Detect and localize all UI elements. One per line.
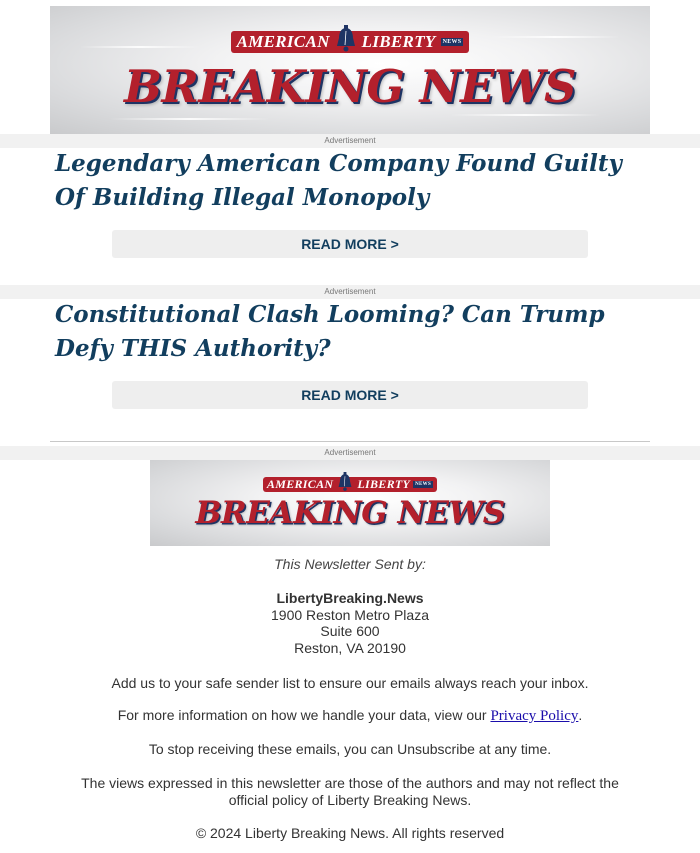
read-more-button[interactable]: READ MORE > [112,381,588,409]
brand-left-text: AMERICAN [266,476,334,491]
address-line-2: Suite 600 [320,623,380,639]
article-title[interactable]: Constitutional Clash Looming? Can Trump Defy THIS Authority? [55,301,605,362]
brand-logo [150,474,550,494]
privacy-suffix: . [578,707,583,723]
brand-tag: NEWS [415,481,432,487]
breaking-news-headline: BREAKING NEWS [123,60,576,113]
breaking-news-headline: BREAKING NEWS [195,495,505,531]
disclaimer-line-1: The views expressed in this newsletter are those of the authors and may not reflect the [81,775,619,791]
brand-right-text: LIBERTY [361,32,436,51]
safe-sender-note: Add us to your safe sender list to ensure our emails always reach your inbox. [111,675,589,691]
privacy-policy-link[interactable]: Privacy Policy [490,708,579,724]
brand-tag: NEWS [442,39,462,45]
disclaimer-line-2: official policy of Liberty Breaking News. [228,792,472,808]
header-banner[interactable] [50,6,650,134]
liberty-bell-icon [332,25,360,53]
divider [50,441,650,442]
unsubscribe-note: To stop receiving these emails, you can Unsubscribe at any time. [148,741,552,757]
article-title[interactable]: Legendary American Company Found Guilty Of Building Illegal Monopoly [55,150,622,211]
org-name: LibertyBreaking.News [276,590,424,606]
advertisement-label: Advertisement [0,446,700,460]
footer-banner[interactable] [150,460,550,546]
brand-right-text: LIBERTY [357,476,411,491]
brand-logo [50,28,650,56]
advertisement-label: Advertisement [0,285,700,299]
read-more-button[interactable]: READ MORE > [112,230,588,258]
privacy-note [0,707,700,725]
sent-by-label: This Newsletter Sent by: [274,556,426,572]
copyright: © 2024 Liberty Breaking News. All rights reserved [195,825,505,841]
liberty-bell-icon [335,472,355,492]
privacy-prefix: For more information on how we handle your data, view our [117,707,487,723]
advertisement-label: Advertisement [0,134,700,148]
address-line-3: Reston, VA 20190 [294,640,406,656]
brand-left-text: AMERICAN [236,32,330,51]
address-line-1: 1900 Reston Metro Plaza [271,607,429,623]
